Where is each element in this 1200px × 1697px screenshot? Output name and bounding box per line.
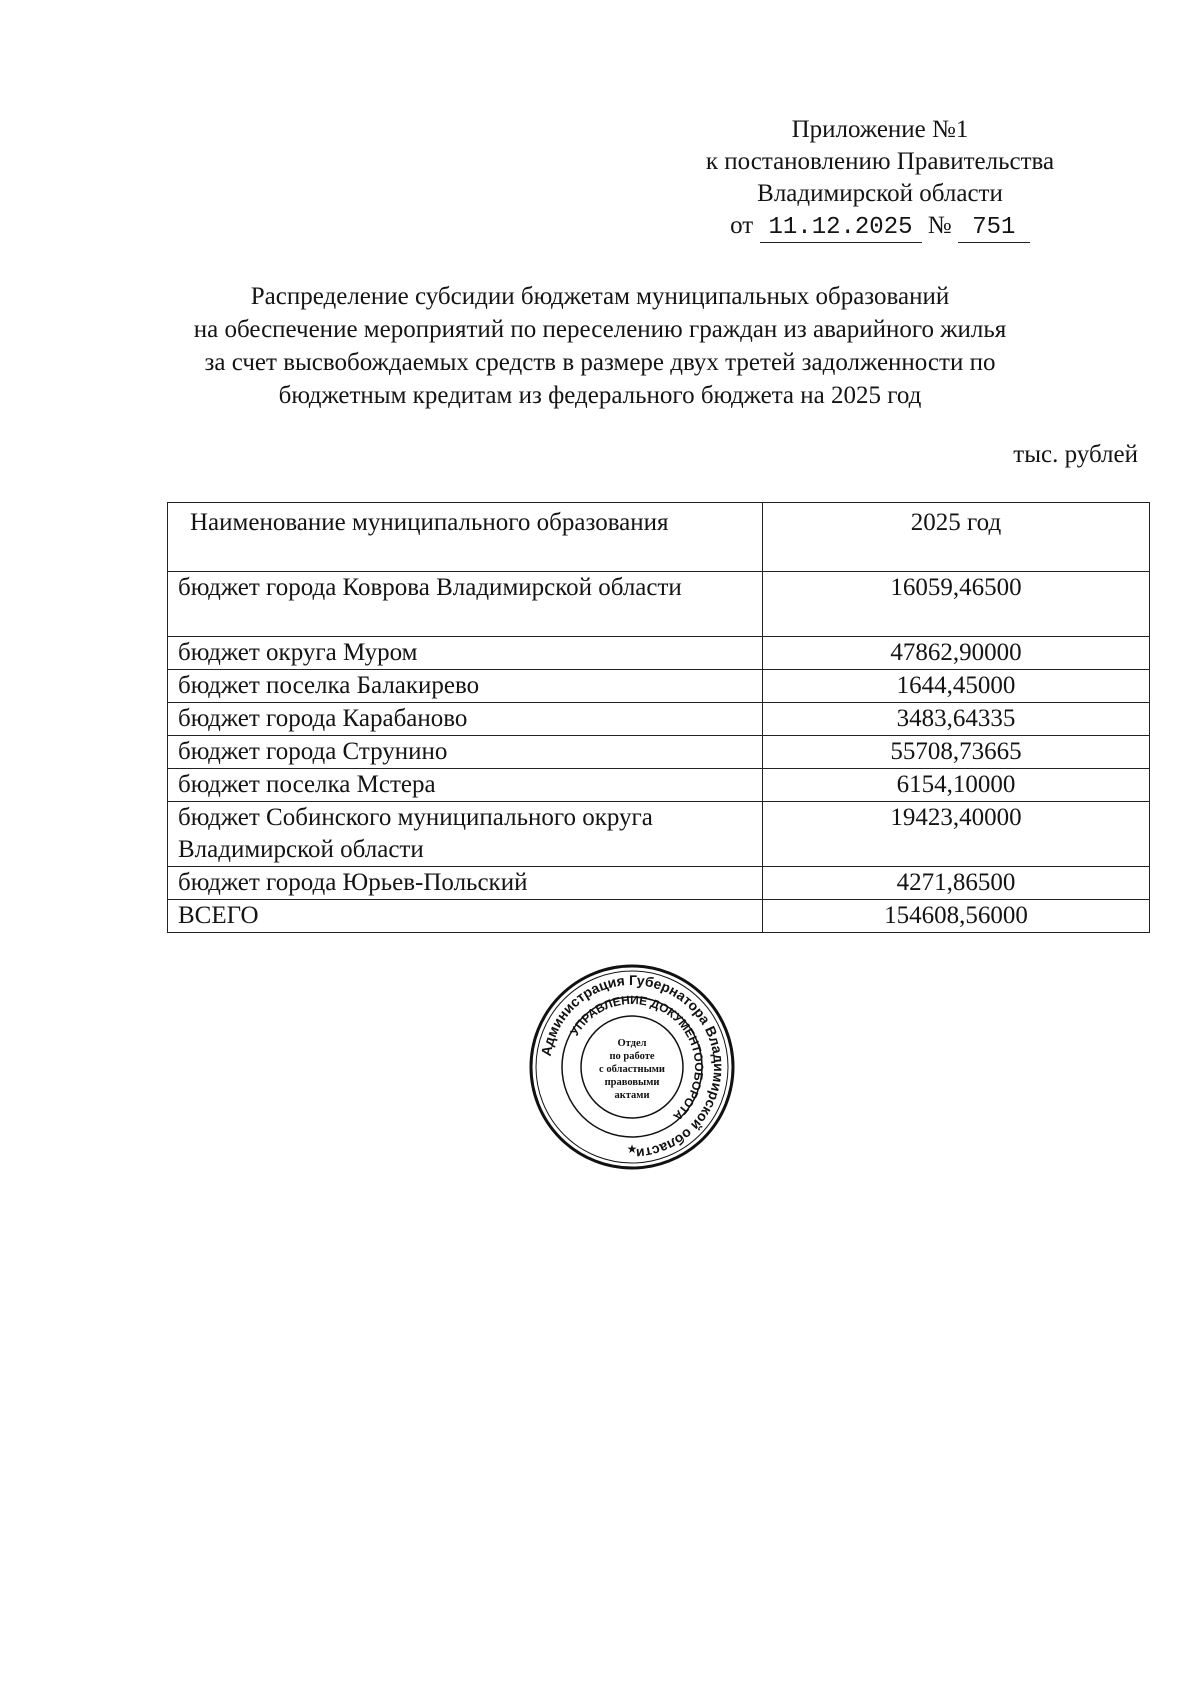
municipality-name: бюджет поселка Мстера — [168, 769, 763, 802]
municipality-name: бюджет Собинского муниципального округа Владимирской области — [168, 802, 763, 867]
header-year: 2025 год — [763, 503, 1150, 572]
seal-outer-text: Администрация Губернатора Владимирской области — [537, 971, 728, 1162]
amount-value: 19423,40000 — [763, 802, 1150, 867]
title-line: на обеспечение мероприятий по переселению граждан из аварийного жилья — [193, 316, 1007, 343]
table-row — [168, 769, 1150, 802]
table-row — [168, 572, 1150, 637]
total-label: ВСЕГО — [168, 900, 763, 933]
table-row — [168, 802, 1150, 867]
amount-value: 6154,10000 — [763, 769, 1150, 802]
allocation-table — [167, 502, 1150, 933]
municipality-name: бюджет города Струнино — [168, 736, 763, 769]
seal-star-icon: ★ — [626, 1142, 638, 1156]
total-value: 154608,56000 — [763, 900, 1150, 933]
amount-value: 55708,73665 — [763, 736, 1150, 769]
table-header-row — [168, 503, 1150, 572]
table-row — [168, 637, 1150, 670]
document-title — [150, 280, 1050, 412]
municipality-name: бюджет города Карабаново — [168, 703, 763, 736]
municipality-name: бюджет города Юрьев-Польский — [168, 867, 763, 900]
official-seal — [527, 962, 737, 1172]
amount-value: 3483,64335 — [763, 703, 1150, 736]
appendix-header — [650, 114, 1110, 243]
region-label: Владимирской области — [757, 180, 1003, 207]
table-row — [168, 703, 1150, 736]
seal-center-line: с областными — [599, 1064, 665, 1075]
units-label: тыс. рублей — [1013, 441, 1138, 468]
seal-center-line: Отдел — [617, 1038, 647, 1049]
seal-inner-text: УПРАВЛЕНИЕ ДОКУМЕНТООБОРОТА — [567, 992, 707, 1124]
seal-center-line: актами — [614, 1090, 650, 1101]
municipality-name: бюджет округа Муром — [168, 637, 763, 670]
total-row — [168, 900, 1150, 933]
date-prefix: от — [730, 212, 754, 239]
seal-center-line: правовыми — [604, 1077, 660, 1088]
title-line: бюджетным кредитам из федерального бюджета на 2025 год — [278, 382, 922, 409]
number-prefix: № — [927, 212, 952, 239]
appendix-label: Приложение №1 — [791, 116, 969, 143]
header-municipality: Наименование муниципального образования — [168, 503, 763, 572]
seal-center-line: по работе — [609, 1051, 655, 1062]
title-line: за счет высвобождаемых средств в размере двух третей задолженности по — [204, 349, 996, 376]
order-date: 11.12.2025 — [760, 214, 922, 243]
amount-value: 16059,46500 — [763, 572, 1150, 637]
title-line: Распределение субсидии бюджетам муниципальных образований — [250, 283, 950, 310]
table-row — [168, 736, 1150, 769]
amount-value: 1644,45000 — [763, 670, 1150, 703]
seal-graphic — [527, 962, 737, 1172]
table-row — [168, 670, 1150, 703]
order-number: 751 — [958, 214, 1030, 243]
municipality-name: бюджет поселка Балакирево — [168, 670, 763, 703]
table-row — [168, 867, 1150, 900]
resolution-label: к постановлению Правительства — [705, 148, 1055, 175]
municipality-name: бюджет города Коврова Владимирской области — [168, 572, 763, 637]
amount-value: 47862,90000 — [763, 637, 1150, 670]
amount-value: 4271,86500 — [763, 867, 1150, 900]
order-line — [650, 210, 1110, 243]
